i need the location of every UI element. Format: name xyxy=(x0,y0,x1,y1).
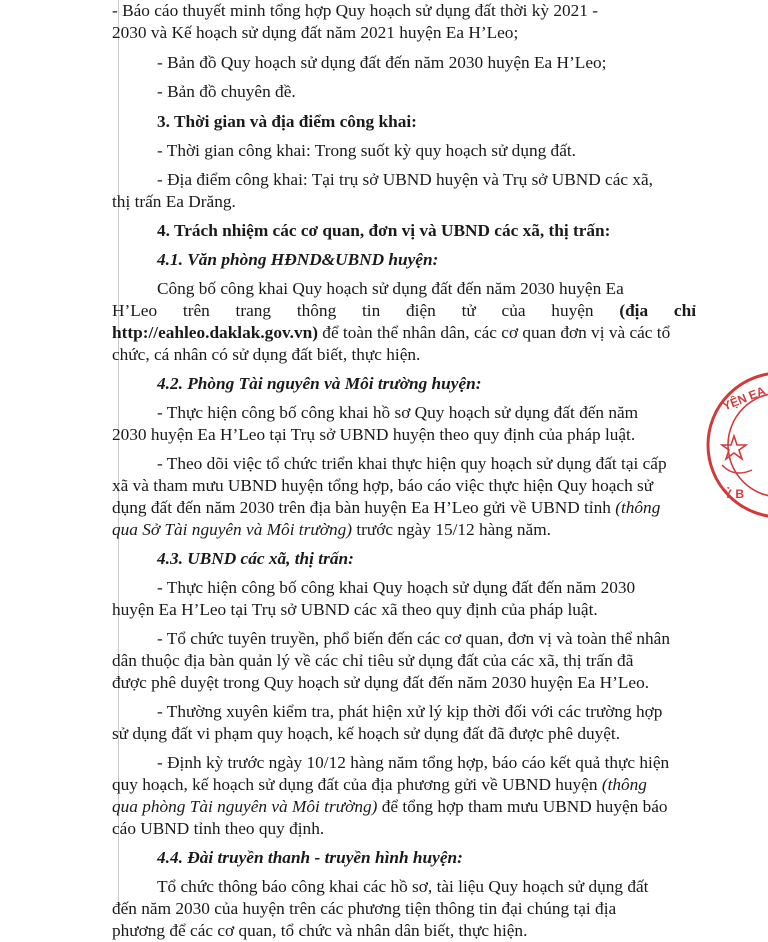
seal-emblem-icon xyxy=(722,465,752,473)
subsection-heading: 4.1. Văn phòng HĐND&UBND huyện: xyxy=(157,250,439,269)
text-line: - Địa điểm công khai: Tại trụ sở UBND huyện và Trụ sở UBND các xã, xyxy=(157,170,653,189)
subsection-heading: 4.2. Phòng Tài nguyên và Môi trường huyện: xyxy=(157,374,482,393)
text-line: phương để các cơ quan, tổ chức và nhân dân biết, thực hiện. xyxy=(112,921,528,940)
seal-text-bottom: Ỷ B xyxy=(724,487,745,501)
official-seal xyxy=(700,370,768,520)
text-line: cáo UBND tỉnh theo quy định. xyxy=(112,819,325,838)
text-line: quy hoạch, kế hoạch sử dụng đất của địa phương gửi về UBND huyện (thông xyxy=(112,775,647,794)
text-line: dân thuộc địa bàn quản lý về các chỉ tiêu sử dụng đất của các xã, thị trấn đã xyxy=(112,651,634,670)
text-line: - Tổ chức tuyên truyền, phổ biến đến các cơ quan, đơn vị và toàn thể nhân xyxy=(157,629,670,648)
text-line: xã và tham mưu UBND huyện tổng hợp, báo cáo việc thực hiện Quy hoạch sử xyxy=(112,476,654,495)
text-line: huyện Ea H’Leo tại Trụ sở UBND các xã theo quy định của pháp luật. xyxy=(112,600,598,619)
text-line: sử dụng đất vi phạm quy hoạch, kế hoạch sử dụng đất đã được phê duyệt. xyxy=(112,724,621,743)
text-line: - Báo cáo thuyết minh tổng hợp Quy hoạch sử dụng đất thời kỳ 2021 - xyxy=(112,1,599,20)
text-line: được phê duyệt trong Quy hoạch sử dụng đất đến năm 2030 huyện Ea H’Leo. xyxy=(112,673,650,692)
text-line: - Bản đồ Quy hoạch sử dụng đất đến năm 2030 huyện Ea H’Leo; xyxy=(157,53,607,72)
text-line: dụng đất đến năm 2030 trên địa bàn huyện Ea H’Leo gửi về UBND tỉnh (thông xyxy=(112,498,661,517)
seal-text-top: YỆN EA xyxy=(720,383,768,414)
text-line: - Bản đồ chuyên đề. xyxy=(157,82,296,101)
subsection-heading: 4.3. UBND các xã, thị trấn: xyxy=(157,549,354,568)
section-heading: 3. Thời gian và địa điểm công khai: xyxy=(157,112,417,131)
text-line: Công bố công khai Quy hoạch sử dụng đất đến năm 2030 huyện Ea xyxy=(157,279,624,298)
text-line: Tổ chức thông báo công khai các hồ sơ, tài liệu Quy hoạch sử dụng đất xyxy=(157,877,649,896)
seal-star-icon xyxy=(722,436,746,459)
subsection-heading: 4.4. Đài truyền thanh - truyền hình huyện: xyxy=(157,848,463,867)
text-line: - Định kỳ trước ngày 10/12 hàng năm tổng hợp, báo cáo kết quả thực hiện xyxy=(157,753,670,772)
text-line: - Thời gian công khai: Trong suốt kỳ quy hoạch sử dụng đất. xyxy=(157,141,576,160)
text-line: 2030 huyện Ea H’Leo tại Trụ sở UBND huyện theo quy định của pháp luật. xyxy=(112,425,636,444)
text-line: 2030 và Kế hoạch sử dụng đất năm 2021 huyện Ea H’Leo; xyxy=(112,23,519,42)
text-line: - Theo dõi việc tổ chức triển khai thực hiện quy hoạch sử dụng đất tại cấp xyxy=(157,454,667,473)
text-line: đến năm 2030 của huyện trên các phương tiện thông tin đại chúng tại địa xyxy=(112,899,617,918)
text-line: - Thực hiện công bố công khai hồ sơ Quy hoạch sử dụng đất đến năm xyxy=(157,403,639,422)
text-line: http://eahleo.daklak.gov.vn) để toàn thể nhân dân, các cơ quan đơn vị và các tổ xyxy=(112,323,671,342)
text-line: qua Sở Tài nguyên và Môi trường) trước ngày 15/12 hàng năm. xyxy=(112,520,551,539)
text-line: chức, cá nhân có sử dụng đất biết, thực hiện. xyxy=(112,345,421,364)
text-line: - Thường xuyên kiểm tra, phát hiện xử lý kịp thời đối với các trường hợp xyxy=(157,702,663,721)
text-line-justified: H’Leo trên trang thông tin điện tử của huyện (địa chỉ xyxy=(112,301,696,320)
text-line: thị trấn Ea Drăng. xyxy=(112,192,236,211)
section-heading: 4. Trách nhiệm các cơ quan, đơn vị và UBND các xã, thị trấn: xyxy=(157,221,611,240)
text-line: - Thực hiện công bố công khai Quy hoạch sử dụng đất đến năm 2030 xyxy=(157,578,636,597)
text-line: qua phòng Tài nguyên và Môi trường) để tổng hợp tham mưu UBND huyện báo xyxy=(112,797,668,816)
